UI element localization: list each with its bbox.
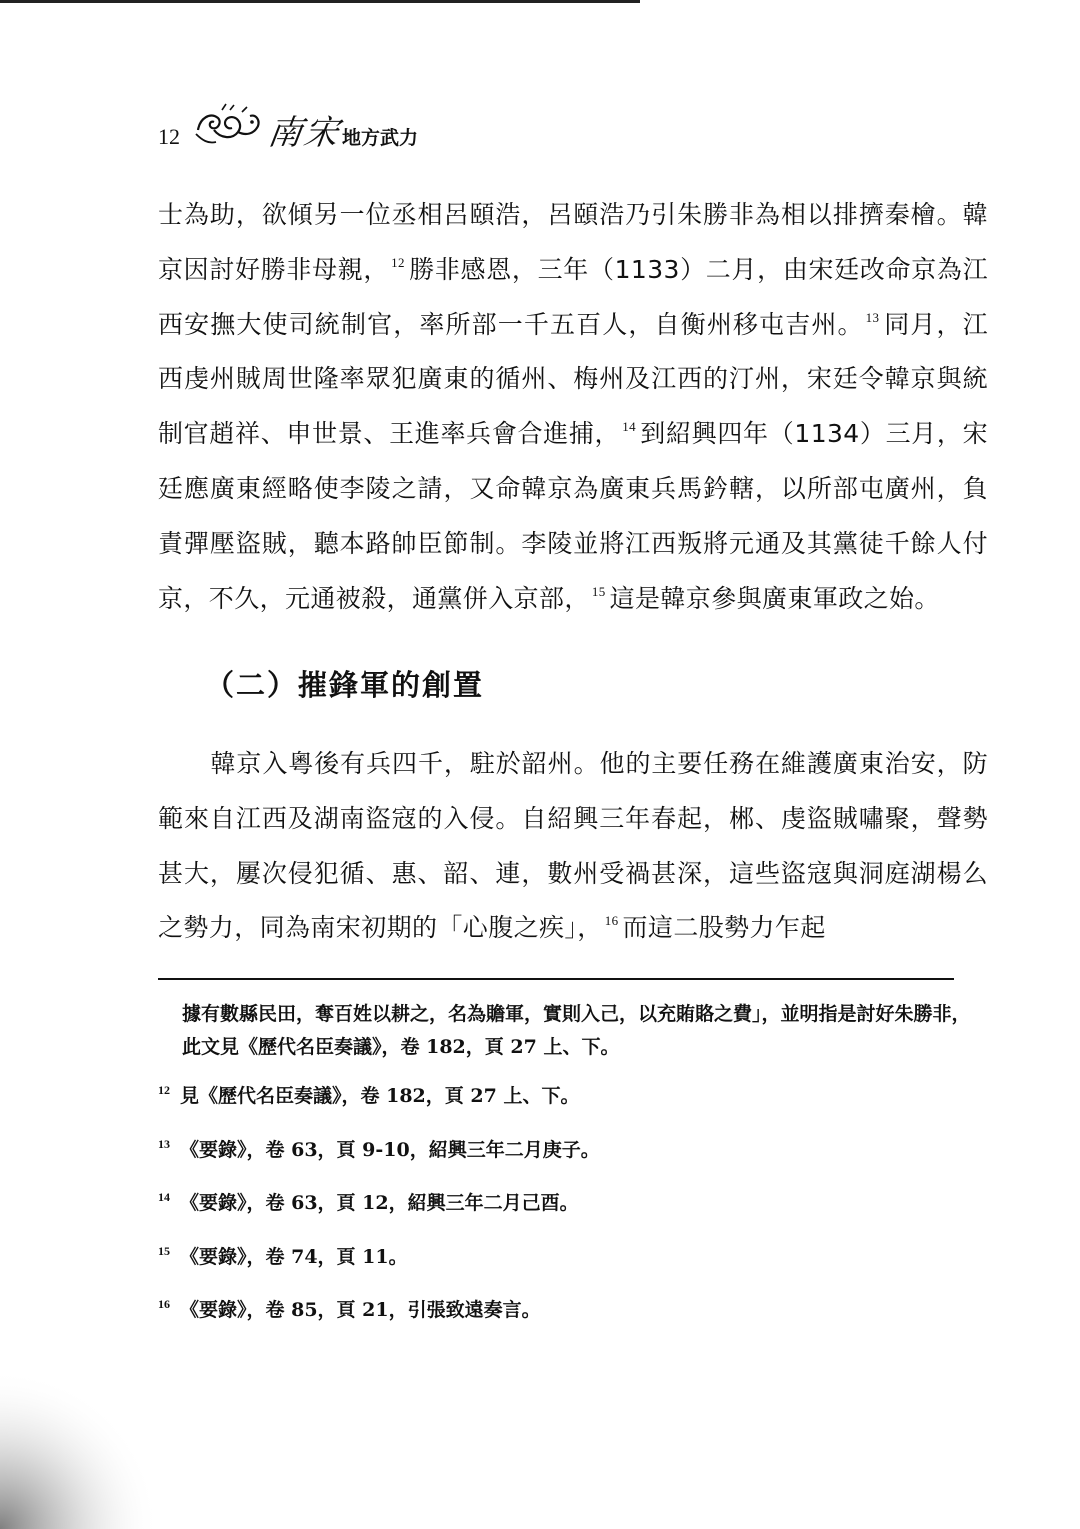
- paragraph-segment: 同月，江西虔州賊周世隆率眾犯廣東的循州、梅州及江西的汀州，宋廷令韓京與統制官趙祥、申世景、王進率兵會合進捕，: [158, 309, 988, 449]
- paragraph-segment: 士為助，欲傾另一位丞相呂頤浩，呂頤浩乃引朱勝非為相以排擠秦檜。韓京因討好勝非母親，: [158, 200, 988, 284]
- footnote-continuation: 據有數縣民田，奪百姓以耕之，名為贍軍，實則入己，以充賄賂之費」，並明指是討好朱勝非，此文見《歷代名臣奏議》，卷 182，頁 27 上、下。: [182, 1003, 971, 1058]
- footnote-ref-16: 16: [604, 913, 619, 929]
- footnote-text: 《要錄》，卷 63，頁 9-10，紹興三年二月庚子。: [180, 1138, 600, 1161]
- footnote-separator: [158, 978, 954, 980]
- book-subtitle: 地方武力: [342, 127, 419, 149]
- section-heading: （二）摧鋒軍的創置: [205, 668, 485, 702]
- scan-edge-shadow: [0, 1369, 160, 1529]
- footnote-text: 《要錄》，卷 74，頁 11。: [180, 1245, 408, 1268]
- paragraph-segment: 韓京入粵後有兵四千，駐於韶州。他的主要任務在維護廣東治安，防範來自江西及湖南盜寇的入侵。自紹興三年春起，郴、虔盜賊嘯聚，聲勢甚大，屢次侵犯循、惠、韶、連，數州受禍甚深，這些盜寇與洞庭湖楊么之勢力，同為南宋初期的「心腹之疾」，: [158, 749, 988, 943]
- footnote-ref-14: 14: [622, 419, 637, 435]
- footnote-text: 《要錄》，卷 85，頁 21，引張致遠奏言。: [180, 1299, 541, 1321]
- footnote-item: [158, 1294, 986, 1348]
- footnote-number: 12: [158, 1083, 170, 1097]
- paragraph-segment: 這是韓京參與廣東軍政之始。: [609, 583, 940, 613]
- footnote-text: 見《歷代名臣奏議》，卷 182，頁 27 上、下。: [180, 1085, 580, 1107]
- running-header: [158, 90, 419, 153]
- footnote-ref-12: 12: [391, 254, 405, 270]
- footnote-ref-13: 13: [865, 309, 880, 325]
- page-number: 12: [158, 124, 180, 149]
- footnote-number: 16: [158, 1297, 170, 1311]
- footnote-item: [158, 1134, 986, 1188]
- footnote-number: 13: [158, 1136, 170, 1151]
- body-paragraph-1: [158, 188, 988, 626]
- footnotes: [158, 998, 986, 1348]
- paragraph-segment: 而這二股勢力乍起: [622, 913, 826, 943]
- brand-mark: 南宋: [265, 113, 343, 153]
- paragraph-segment: 到紹興四年（1134）三月，宋廷應廣東經略使李陵之請，又命韓京為廣東兵馬鈐轄，以所部屯廣州，負責彈壓盜賊，聽本路帥臣節制。李陵並將江西叛將元通及其黨徒千餘人付京，不久，元通被殺，通黨併入京部，: [158, 419, 988, 613]
- footnote-item: [158, 1080, 986, 1134]
- footnote-ref-15: 15: [591, 583, 606, 599]
- footnote-text: 《要錄》，卷 63，頁 12，紹興三年二月己酉。: [180, 1192, 579, 1214]
- footnote-item: [158, 1187, 986, 1241]
- dragon-icon: [192, 100, 264, 150]
- top-rule: [0, 0, 640, 3]
- body-paragraph-2: [158, 737, 988, 956]
- footnote-number: 15: [158, 1243, 170, 1258]
- paragraph-segment: 勝非感恩，三年（1133）二月，由宋廷改命京為江西安撫大使司統制官，率所部一千五百人，自衡州移屯吉州。: [158, 254, 988, 339]
- footnote-number: 14: [158, 1190, 170, 1204]
- footnote-item: [158, 1241, 986, 1295]
